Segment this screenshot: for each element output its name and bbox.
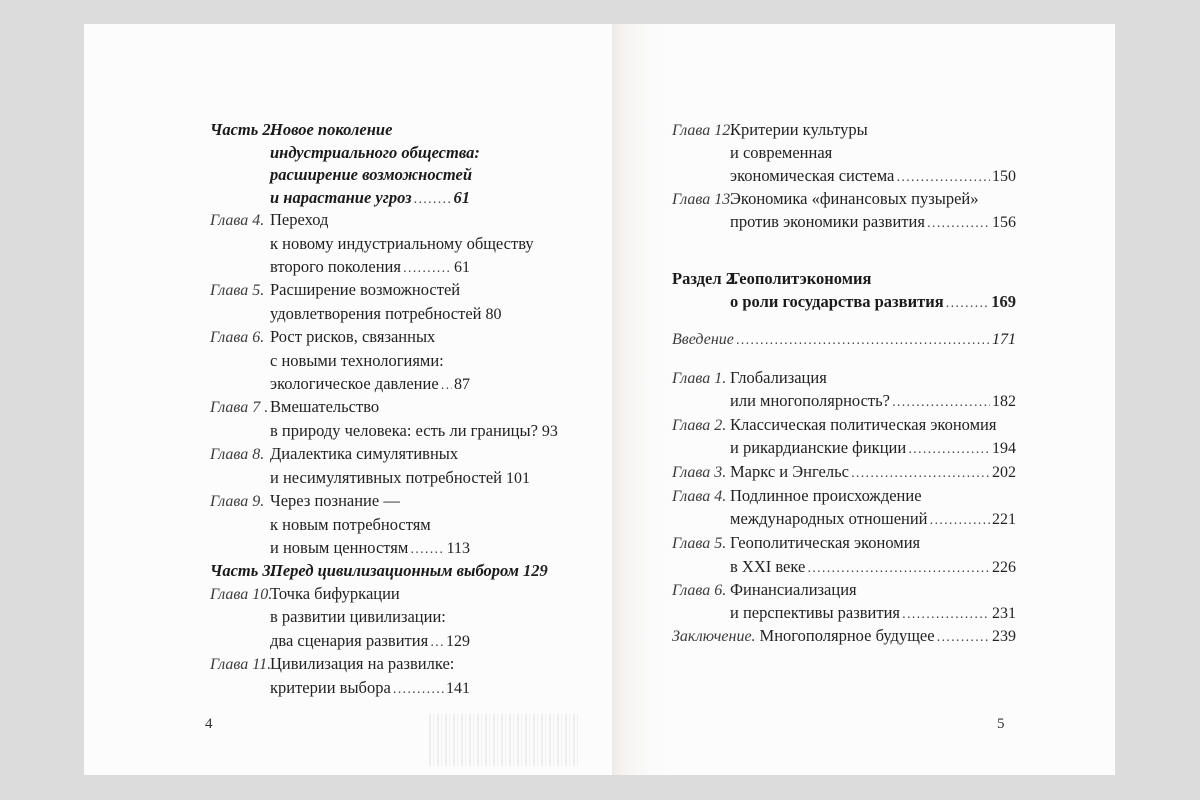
dot-leader (902, 603, 990, 625)
toc-entry-title: или многополярность? (730, 391, 890, 410)
toc-line (210, 443, 470, 465)
toc-line (270, 164, 473, 186)
toc-entry-title: Новое поколение (270, 120, 393, 139)
toc-entry-label: Глава 9. (210, 493, 265, 510)
toc-entry-title: Маркс и Энгельс (730, 462, 849, 481)
toc-line (270, 187, 470, 209)
toc-entry-label: Часть 3. (210, 561, 275, 580)
toc-page-number: 61 (454, 259, 470, 276)
toc-entry-title: с новыми технологиями: (270, 351, 444, 370)
toc-line (672, 414, 1016, 436)
toc-entry-title: Точка бифуркации (270, 584, 400, 603)
toc-line (210, 326, 470, 348)
toc-page-number: 231 (992, 605, 1016, 622)
toc-page-number: 61 (453, 188, 470, 207)
toc-line (672, 367, 1016, 389)
toc-line (270, 606, 470, 628)
toc-entry-title: критерии выбора (270, 678, 391, 697)
toc-line (270, 467, 531, 489)
toc-entry-label: Глава 1. (672, 370, 727, 387)
toc-line (270, 142, 480, 164)
toc-entry-title: и несимулятивных потребностей (270, 468, 503, 487)
toc-line (270, 350, 470, 372)
dot-leader (908, 438, 990, 460)
toc-entry-title: Диалектика симулятивных (270, 444, 459, 463)
left-page (84, 24, 612, 775)
toc-entry-title: второго поколения (270, 257, 401, 276)
toc-line (730, 142, 1016, 164)
dot-leader (927, 212, 990, 234)
toc-entry-title: международных отношений (730, 509, 928, 528)
toc-entry-label: Глава 11. (210, 656, 272, 673)
dot-leader (930, 509, 990, 531)
toc-line (672, 119, 1016, 141)
toc-entry-title: Подлинное происхождение (730, 486, 922, 505)
right-page (612, 24, 1115, 775)
toc-entry-label: Глава 6. (672, 582, 727, 599)
toc-entry-label: Глава 8. (210, 446, 265, 463)
toc-page-number: 202 (992, 464, 1016, 481)
toc-line (270, 233, 534, 255)
toc-line (210, 490, 470, 512)
dot-leader (393, 678, 444, 700)
toc-entry-label: Раздел 2. (672, 269, 739, 288)
toc-line (210, 583, 470, 605)
toc-entry-title: экономическая система (730, 166, 895, 185)
toc-page-number: 182 (992, 393, 1016, 410)
toc-line (672, 461, 1016, 483)
toc-page-number: 221 (992, 511, 1016, 528)
toc-entry-title: к новому индустриальному обществу (270, 234, 534, 253)
toc-line (672, 485, 1016, 507)
toc-page-number: 169 (991, 292, 1016, 311)
toc-entry-title: Расширение возможностей (270, 280, 461, 299)
toc-line (270, 677, 470, 699)
toc-entry-title: в природу человека: есть ли границы? (270, 421, 538, 440)
toc-line (210, 279, 470, 301)
toc-line (270, 420, 558, 442)
page-number-right: 5 (997, 716, 1005, 732)
toc-page-number: 80 (485, 306, 502, 323)
toc-entry-title: к новым потребностям (270, 515, 431, 534)
toc-line (270, 514, 470, 536)
toc-entry-label: Заключение. (672, 628, 756, 645)
dot-leader (736, 329, 990, 351)
toc-page-number: 129 (446, 633, 470, 650)
toc-page-number: 93 (541, 423, 558, 440)
toc-entry-title: Экономика «финансовых пузырей» (730, 189, 979, 208)
toc-entry-title: расширение возможностей (270, 165, 473, 184)
toc-entry-title: Финансиализация (730, 580, 857, 599)
toc-page-number: 101 (506, 470, 531, 487)
toc-line (210, 653, 470, 675)
toc-line (210, 119, 470, 141)
toc-entry-title: и новым ценностям (270, 538, 409, 557)
toc-line (730, 602, 1016, 624)
toc-page-number: 156 (992, 214, 1016, 231)
toc-entry-label: Глава 5. (672, 535, 727, 552)
toc-line (270, 373, 470, 395)
toc-entry-title: Рост рисков, связанных (270, 327, 436, 346)
toc-entry-title: и рикардианские фикции (730, 438, 907, 457)
toc-line (730, 437, 1016, 459)
toc-entry-title: и перспективы развития (730, 603, 901, 622)
toc-line (730, 165, 1016, 187)
toc-line (672, 188, 1016, 210)
toc-line (210, 396, 470, 418)
toc-entry-title: Геополитэкономия (730, 269, 872, 288)
toc-line (210, 209, 470, 231)
toc-entry-label: Глава 6. (210, 329, 265, 346)
toc-entry-label: Глава 13. (672, 191, 735, 208)
toc-page-number: 129 (522, 561, 548, 580)
toc-line (672, 625, 1016, 647)
toc-page-number: 171 (992, 331, 1016, 348)
toc-entry-label: Глава 10. (210, 586, 273, 603)
page-number-left: 4 (205, 716, 213, 732)
table-of-contents-left (84, 24, 612, 775)
toc-line (270, 256, 470, 278)
toc-entry-title: в XXI веке (730, 557, 806, 576)
toc-page-number: 239 (992, 628, 1016, 645)
table-of-contents-right (612, 24, 1115, 775)
dot-leader (937, 626, 990, 648)
toc-entry-label: Часть 2. (210, 120, 275, 139)
dot-leader (403, 257, 452, 279)
toc-page-number: 226 (992, 559, 1016, 576)
toc-entry-title: Глобализация (730, 368, 827, 387)
toc-entry-title: о роли государства развития (730, 292, 944, 311)
toc-line (270, 537, 470, 559)
dot-leader (410, 538, 444, 560)
dot-leader (851, 462, 990, 484)
toc-entry-title: удовлетворения потребностей (270, 304, 482, 323)
toc-line (730, 556, 1016, 578)
dot-leader (896, 166, 990, 188)
toc-entry-title: Вмешательство (270, 397, 380, 416)
toc-page-number: 87 (454, 376, 470, 393)
toc-entry-title: Классическая политическая экономия (730, 415, 997, 434)
toc-entry-title: против экономики развития (730, 212, 925, 231)
dot-leader (807, 557, 990, 579)
toc-page-number: 113 (446, 540, 470, 557)
dot-leader (892, 391, 990, 413)
toc-entry-title: Цивилизация на развилке: (270, 654, 455, 673)
toc-line (730, 291, 1016, 313)
toc-line (270, 630, 470, 652)
toc-entry-label: Глава 5. (210, 282, 265, 299)
toc-entry-title: экологическое давление (270, 374, 439, 393)
toc-entry-label: Введение (672, 331, 734, 348)
toc-entry-title: Через познание — (270, 491, 400, 510)
toc-line (672, 329, 1016, 351)
toc-entry-title: два сценария развития (270, 631, 429, 650)
dot-leader (414, 188, 452, 210)
toc-entry-title: и современная (730, 143, 833, 162)
toc-line (672, 579, 1016, 601)
toc-entry-title: Критерии культуры (730, 120, 868, 139)
dot-leader (430, 631, 444, 653)
toc-entry-title: Перед цивилизационным выбором (270, 561, 519, 580)
toc-line (730, 508, 1016, 530)
toc-page-number: 194 (992, 440, 1016, 457)
dot-leader (441, 374, 452, 396)
toc-line (210, 560, 548, 582)
toc-line (672, 268, 1016, 290)
dot-leader (946, 292, 990, 314)
toc-line (672, 532, 1016, 554)
toc-entry-title: индустриального общества: (270, 143, 480, 162)
toc-entry-label: Глава 2. (672, 417, 727, 434)
toc-entry-label: Глава 4. (672, 488, 727, 505)
toc-entry-label: Глава 12. (672, 122, 735, 139)
toc-entry-title: в развитии цивилизации: (270, 607, 446, 626)
toc-page-number: 150 (992, 168, 1016, 185)
toc-entry-label: Глава 4. (210, 212, 265, 229)
toc-entry-label: Глава 3. (672, 464, 727, 481)
barcode-show-through (429, 714, 579, 766)
toc-entry-title: Геополитическая экономия (730, 533, 921, 552)
toc-page-number: 141 (446, 680, 470, 697)
toc-entry-title: Переход (270, 210, 329, 229)
toc-entry-title: Многополярное будущее (759, 626, 935, 645)
toc-line (270, 303, 502, 325)
toc-entry-title: и нарастание угроз (270, 188, 412, 207)
toc-line (730, 390, 1016, 412)
toc-line (730, 211, 1016, 233)
toc-entry-label: Глава 7 . (210, 399, 269, 416)
